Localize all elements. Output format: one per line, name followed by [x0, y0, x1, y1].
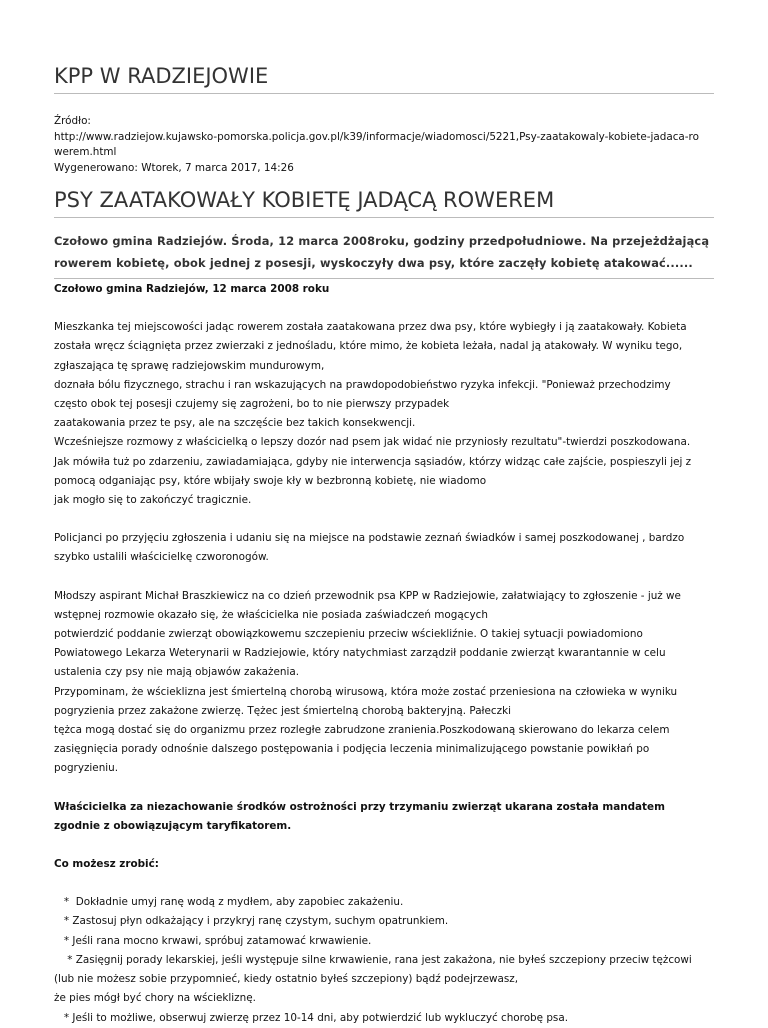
text-line: wstępnej rozmowie okazało się, że właścicielka nie posiada zaświadczeń mogących	[54, 608, 488, 621]
text-line: pogryzieniu.	[54, 762, 119, 775]
text-line: Wcześniejsze rozmowy z właścicielką o lepszy dozór nad psem jak widać nie przyniosły rezultatu"-twierdzi poszkodowana.	[54, 436, 691, 449]
paragraph-2	[54, 529, 714, 567]
text-line: zgłaszająca tę sprawę radziejowskim mundurowym,	[54, 359, 325, 372]
paragraph-3	[54, 587, 714, 779]
text-line: pomocą odganiając psy, które wbijały swoje kły w bezbronną kobietę, nie wiadomo	[54, 474, 487, 487]
text-line: Powiatowego Lekarza Weterynarii w Radziejowie, który natychmiast zarządził poddanie zwierząt kwarantannie w celu	[54, 647, 666, 660]
text-line: często obok tej posesji czujemy się zagrożeni, bo to nie pierwszy przypadek	[54, 398, 450, 411]
text-line: zasięgnięcia porady odnośnie dalszego postępowania i podjęcia leczenia minimalizującego powstanie powikłań po	[54, 743, 650, 756]
text-line: Policjanci po przyjęciu zgłoszenia i udaniu się na miejsce na podstawie zeznań świadków i samej poszkodowanej , bardzo	[54, 532, 685, 545]
generated-date: Wygenerowano: Wtorek, 7 marca 2017, 14:26	[54, 161, 294, 174]
source-label: Źródło:	[54, 115, 91, 127]
title-divider	[54, 93, 714, 94]
text-line: jak mogło się to zakończyć tragicznie.	[54, 494, 252, 507]
list-item: * Zastosuj płyn odkażający i przykryj ranę czystym, suchym opatrunkiem.	[54, 915, 449, 928]
source-url[interactable]: http://www.radziejow.kujawsko-pomorska.policja.gov.pl/k39/informacje/wiadomosci/5221,Psy-zaatakowaly-kobiete-jadaca-ro	[54, 130, 699, 143]
source-url-continued[interactable]: werem.html	[54, 146, 117, 158]
paragraph-1	[54, 318, 714, 510]
article-title: PSY ZAATAKOWAŁY KOBIETĘ JADĄCĄ ROWEREM	[54, 188, 555, 212]
list-item: * Jeśli rana mocno krwawi, spróbuj zatamować krwawienie.	[54, 934, 372, 947]
text-line: została wręcz ściągnięta przez zwierzaki z jednośladu, które mimo, że kobieta leżała, nadal ją atakowały. W wyniku tego,	[54, 340, 683, 353]
text-line: pogryzienia przez zakażone zwierzę. Tężec jest śmiertelną chorobą bakteryjną. Pałeczki	[54, 704, 511, 717]
lead-divider	[54, 278, 714, 279]
dateline: Czołowo gmina Radziejów, 12 marca 2008 roku	[54, 283, 330, 295]
text-line: Właścicielka za niezachowanie środków ostrożności przy trzymaniu zwierząt ukarana została mandatem	[54, 800, 665, 813]
source-block	[54, 114, 714, 176]
tips-list	[54, 893, 714, 1027]
text-line: zaatakowania przez te psy, ale na szczęście bez takich konsekwencji.	[54, 417, 416, 430]
text-line: ustalenia czy psy nie mają objawów zakażenia.	[54, 666, 300, 679]
text-line: Przypominam, że wścieklizna jest śmiertelną chorobą wirusową, która może zostać przeniesiona na człowieka w wyniku	[54, 685, 678, 698]
article-lead	[54, 230, 714, 274]
list-item-continued: że pies mógł być chory na wściekliznę.	[54, 992, 256, 1005]
article-title-divider	[54, 217, 714, 218]
text-line: Jak mówiła tuż po zdarzeniu, zawiadamiająca, gdyby nie interwencja sąsiadów, którzy widząc całe zajście, pospieszyli jej z	[54, 455, 692, 468]
paragraph-4	[54, 798, 714, 836]
lead-line: rowerem kobietę, obok jednej z posesji, wyskoczyły dwa psy, które zaczęły kobietę atakować......	[54, 256, 693, 270]
text-line: doznała bólu fizycznego, strachu i ran wskazujących na prawdopodobieństwo ryzyka infekcji. "Ponieważ przechodzimy	[54, 378, 671, 391]
text-line: tężca mogą dostać się do organizmu przez rozległe zabrudzone zranienia.Poszkodowaną skierowano do lekarza celem	[54, 724, 670, 737]
site-title: KPP W RADZIEJOWIE	[54, 64, 269, 88]
list-item: * Dokładnie umyj ranę wodą z mydłem, aby zapobiec zakażeniu.	[54, 896, 404, 909]
text-line: zgodnie z obowiązującym taryfikatorem.	[54, 819, 292, 832]
text-line: Młodszy aspirant Michał Braszkiewicz na co dzień przewodnik psa KPP w Radziejowie, załatwiający to zgłoszenie - już we	[54, 589, 681, 602]
text-line: szybko ustalili właścicielkę czworonogów.	[54, 551, 269, 564]
list-item: * Jeśli to możliwe, obserwuj zwierzę przez 10-14 dni, aby potwierdzić lub wykluczyć chorobę psa.	[54, 1011, 569, 1024]
article-body	[54, 280, 714, 1028]
list-item: * Zasięgnij porady lekarskiej, jeśli występuje silne krwawienie, rana jest zakażona, nie byłeś szczepiony przeciw tężcowi	[54, 953, 692, 966]
list-item-continued: (lub nie możesz sobie przypomnieć, kiedy ostatnio byłeś szczepiony) bądź podejrzewasz,	[54, 973, 518, 986]
lead-line: Czołowo gmina Radziejów. Środa, 12 marca 2008roku, godziny przedpołudniowe. Na przejeżdżającą	[54, 234, 710, 248]
tips-heading: Co możesz zrobić:	[54, 858, 159, 871]
text-line: potwierdzić poddanie zwierząt obowiązkowemu szczepieniu przeciw wściekliźnie. O takiej sytuacji powiadomiono	[54, 628, 643, 641]
text-line: Mieszkanka tej miejscowości jadąc rowerem została zaatakowana przez dwa psy, które wybiegły i ją zaatakowały. Kobieta	[54, 321, 687, 334]
